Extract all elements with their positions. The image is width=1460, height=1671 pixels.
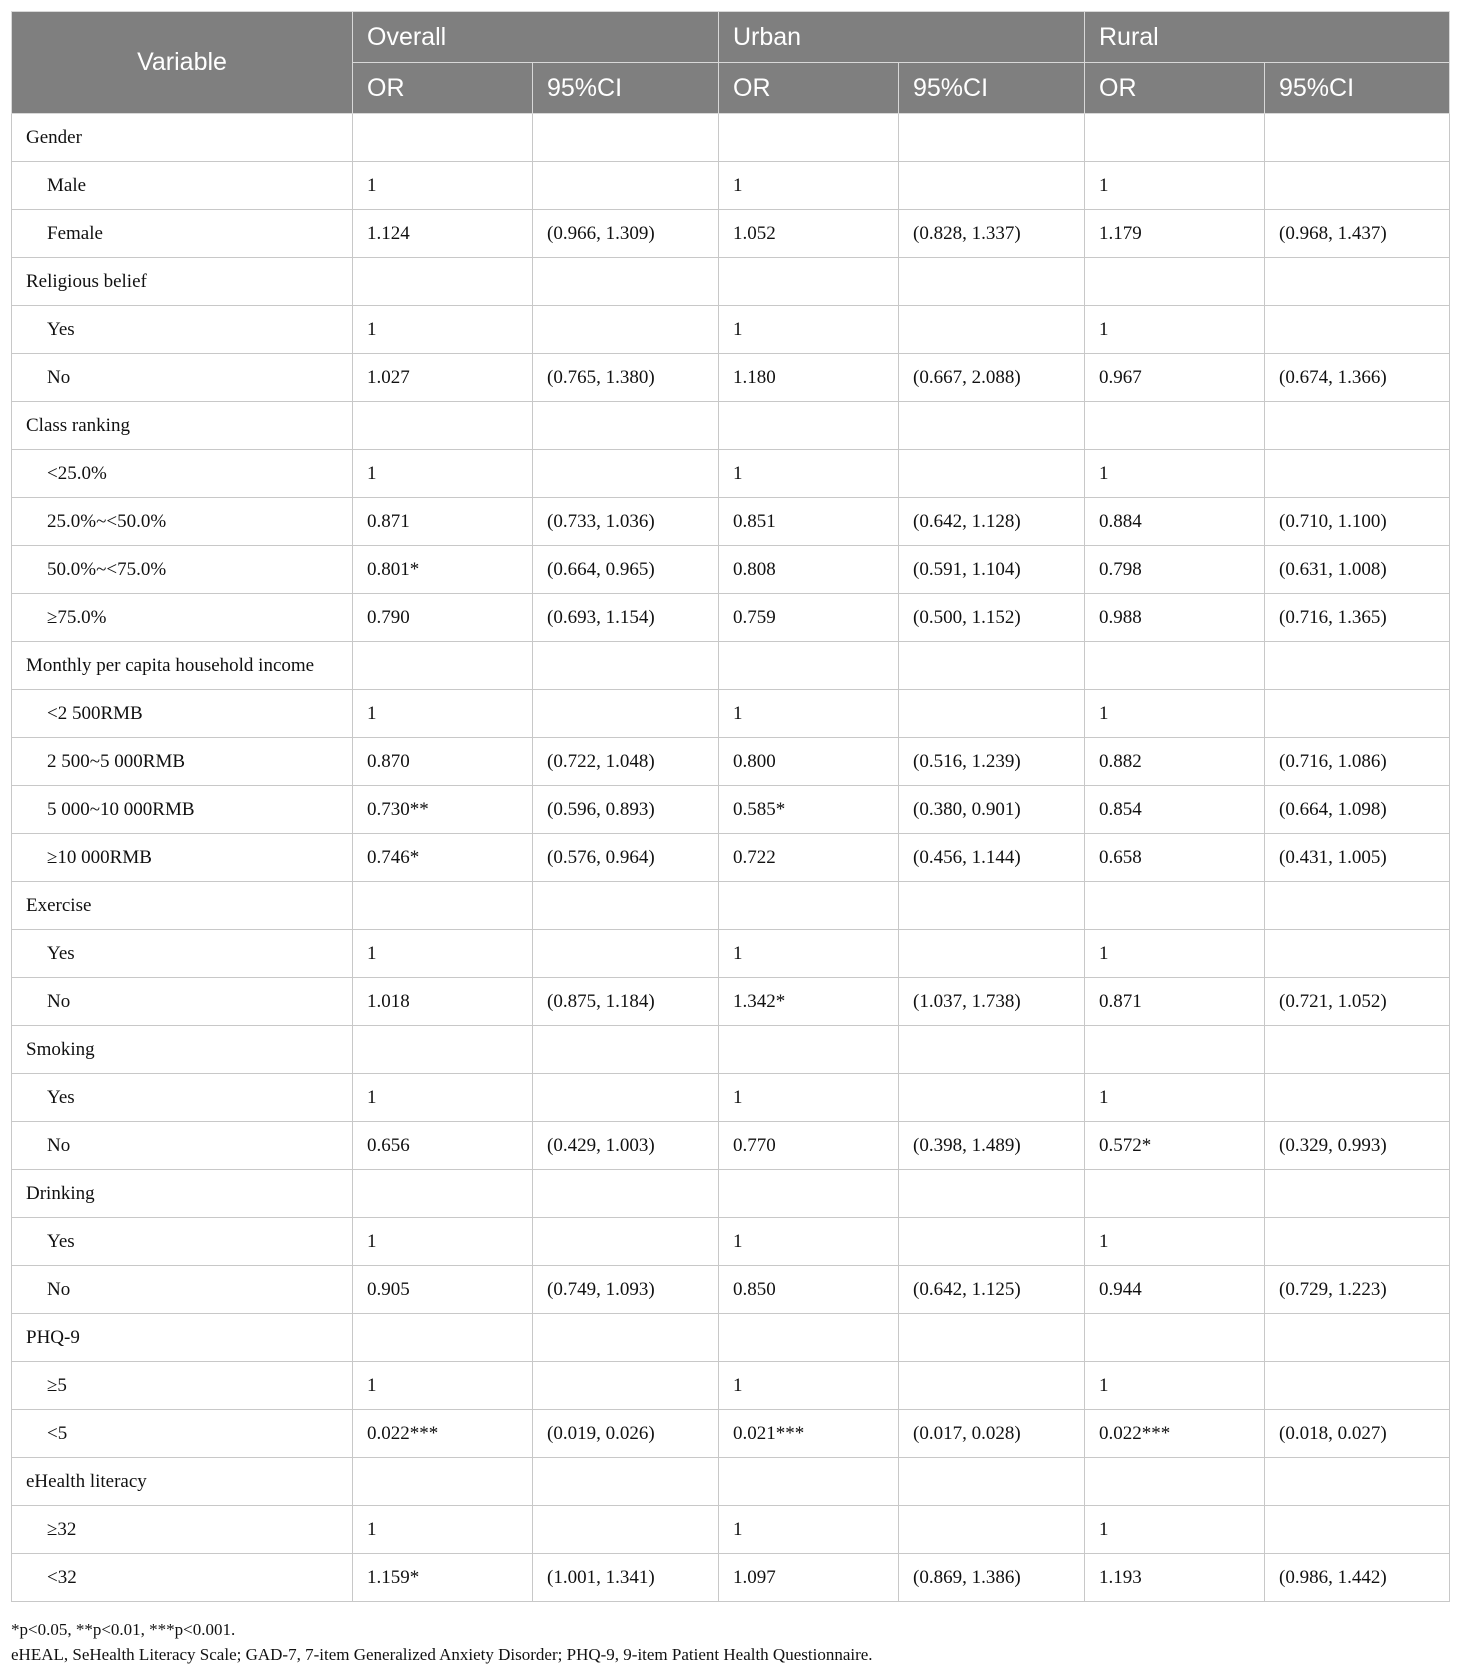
table-row (12, 978, 1450, 1026)
cell-rural-ci: (0.329, 0.993) (1265, 1122, 1450, 1170)
cell-overall-or: 1.159* (353, 1554, 533, 1602)
cell-rural-ci (1265, 930, 1450, 978)
cell-rural-or: 1 (1085, 1362, 1265, 1410)
cell-urban-or: 0.850 (719, 1266, 899, 1314)
cell-rural-ci (1265, 162, 1450, 210)
cell-overall-or: 1 (353, 1074, 533, 1122)
cell-rural-or: 0.944 (1085, 1266, 1265, 1314)
cell-overall-ci (533, 402, 719, 450)
cell-rural-or: 0.882 (1085, 738, 1265, 786)
level-label: Yes (12, 1074, 353, 1122)
table-row (12, 1266, 1450, 1314)
cell-rural-ci (1265, 402, 1450, 450)
cell-rural-or: 0.572* (1085, 1122, 1265, 1170)
cell-overall-or: 0.746* (353, 834, 533, 882)
cell-urban-ci (899, 1170, 1085, 1218)
cell-urban-or (719, 1026, 899, 1074)
cell-urban-or: 1.342* (719, 978, 899, 1026)
cell-rural-or (1085, 1458, 1265, 1506)
cell-urban-ci (899, 402, 1085, 450)
cell-rural-or: 1 (1085, 1506, 1265, 1554)
cell-overall-ci: (0.664, 0.965) (533, 546, 719, 594)
header-overall-or: OR (353, 63, 533, 114)
cell-urban-or (719, 1314, 899, 1362)
cell-overall-ci: (0.733, 1.036) (533, 498, 719, 546)
cell-rural-or: 1 (1085, 162, 1265, 210)
cell-overall-ci (533, 450, 719, 498)
cell-urban-or: 1 (719, 162, 899, 210)
level-label: 50.0%~<75.0% (12, 546, 353, 594)
cell-urban-or: 1 (719, 1506, 899, 1554)
cell-rural-ci (1265, 1218, 1450, 1266)
level-label: Yes (12, 306, 353, 354)
cell-urban-ci: (0.642, 1.125) (899, 1266, 1085, 1314)
category-row (12, 1170, 1450, 1218)
cell-urban-or (719, 1170, 899, 1218)
cell-rural-or: 0.884 (1085, 498, 1265, 546)
cell-urban-or: 0.759 (719, 594, 899, 642)
cell-urban-or (719, 882, 899, 930)
cell-urban-ci (899, 306, 1085, 354)
cell-rural-ci (1265, 1362, 1450, 1410)
cell-urban-or: 1.052 (719, 210, 899, 258)
cell-urban-or: 1 (719, 690, 899, 738)
category-label: Drinking (12, 1170, 353, 1218)
level-label: 25.0%~<50.0% (12, 498, 353, 546)
cell-overall-or: 1 (353, 930, 533, 978)
cell-rural-ci (1265, 1314, 1450, 1362)
cell-urban-or (719, 1458, 899, 1506)
cell-overall-ci (533, 114, 719, 162)
cell-rural-or: 1 (1085, 1218, 1265, 1266)
cell-urban-ci: (0.500, 1.152) (899, 594, 1085, 642)
cell-rural-or: 1 (1085, 1074, 1265, 1122)
cell-rural-or (1085, 1314, 1265, 1362)
table-row (12, 210, 1450, 258)
cell-urban-ci: (0.667, 2.088) (899, 354, 1085, 402)
level-label: No (12, 354, 353, 402)
cell-rural-ci (1265, 1026, 1450, 1074)
cell-urban-ci (899, 642, 1085, 690)
category-row (12, 1458, 1450, 1506)
cell-overall-ci: (0.596, 0.893) (533, 786, 719, 834)
cell-rural-ci (1265, 1458, 1450, 1506)
header-rural-or: OR (1085, 63, 1265, 114)
cell-rural-ci (1265, 306, 1450, 354)
table-row (12, 162, 1450, 210)
cell-rural-or: 1.193 (1085, 1554, 1265, 1602)
cell-rural-ci (1265, 1074, 1450, 1122)
cell-urban-or: 1 (719, 930, 899, 978)
table-row (12, 786, 1450, 834)
cell-overall-ci: (0.576, 0.964) (533, 834, 719, 882)
cell-rural-or: 1 (1085, 306, 1265, 354)
cell-rural-ci (1265, 642, 1450, 690)
cell-urban-or: 0.808 (719, 546, 899, 594)
cell-rural-or (1085, 882, 1265, 930)
cell-rural-ci: (0.716, 1.086) (1265, 738, 1450, 786)
cell-urban-ci (899, 1362, 1085, 1410)
cell-overall-ci: (0.429, 1.003) (533, 1122, 719, 1170)
cell-rural-ci: (0.968, 1.437) (1265, 210, 1450, 258)
cell-rural-ci (1265, 690, 1450, 738)
level-label: <32 (12, 1554, 353, 1602)
category-row (12, 642, 1450, 690)
cell-rural-or (1085, 402, 1265, 450)
table-row (12, 1554, 1450, 1602)
cell-urban-or: 0.585* (719, 786, 899, 834)
cell-rural-ci: (0.018, 0.027) (1265, 1410, 1450, 1458)
cell-overall-or: 1 (353, 306, 533, 354)
level-label: <25.0% (12, 450, 353, 498)
table-row (12, 354, 1450, 402)
table-row (12, 1410, 1450, 1458)
cell-rural-ci: (0.716, 1.365) (1265, 594, 1450, 642)
cell-overall-ci: (0.722, 1.048) (533, 738, 719, 786)
level-label: Yes (12, 1218, 353, 1266)
cell-rural-or (1085, 642, 1265, 690)
cell-urban-or: 0.722 (719, 834, 899, 882)
cell-overall-ci (533, 306, 719, 354)
table-body (12, 114, 1450, 1602)
cell-overall-ci (533, 1314, 719, 1362)
cell-overall-ci: (1.001, 1.341) (533, 1554, 719, 1602)
cell-rural-or: 0.798 (1085, 546, 1265, 594)
category-row (12, 258, 1450, 306)
header-urban-or: OR (719, 63, 899, 114)
cell-overall-or: 1.018 (353, 978, 533, 1026)
cell-urban-ci (899, 1458, 1085, 1506)
category-label: PHQ-9 (12, 1314, 353, 1362)
cell-urban-ci: (0.516, 1.239) (899, 738, 1085, 786)
cell-rural-ci: (0.674, 1.366) (1265, 354, 1450, 402)
table-row (12, 1122, 1450, 1170)
cell-rural-ci: (0.664, 1.098) (1265, 786, 1450, 834)
cell-urban-ci (899, 258, 1085, 306)
cell-rural-or (1085, 1170, 1265, 1218)
header-group-rural: Rural (1085, 12, 1450, 63)
cell-overall-or: 0.905 (353, 1266, 533, 1314)
cell-overall-or: 0.870 (353, 738, 533, 786)
cell-urban-or: 1 (719, 1362, 899, 1410)
level-label: ≥75.0% (12, 594, 353, 642)
cell-overall-or: 1 (353, 1506, 533, 1554)
table-row (12, 930, 1450, 978)
regression-table-container (11, 11, 1449, 1602)
cell-urban-or: 1 (719, 1218, 899, 1266)
header-group-urban: Urban (719, 12, 1085, 63)
cell-rural-ci: (0.631, 1.008) (1265, 546, 1450, 594)
table-header (12, 12, 1450, 114)
cell-rural-or: 0.022*** (1085, 1410, 1265, 1458)
cell-rural-or (1085, 258, 1265, 306)
cell-overall-or: 1.124 (353, 210, 533, 258)
table-row (12, 1074, 1450, 1122)
category-label: eHealth literacy (12, 1458, 353, 1506)
category-row (12, 114, 1450, 162)
table-row (12, 1506, 1450, 1554)
cell-urban-ci: (0.591, 1.104) (899, 546, 1085, 594)
category-label: Exercise (12, 882, 353, 930)
cell-urban-ci (899, 1026, 1085, 1074)
cell-overall-or (353, 114, 533, 162)
category-row (12, 402, 1450, 450)
cell-overall-ci (533, 690, 719, 738)
cell-overall-ci: (0.966, 1.309) (533, 210, 719, 258)
cell-overall-or (353, 1170, 533, 1218)
cell-rural-or: 0.854 (1085, 786, 1265, 834)
cell-urban-or: 0.770 (719, 1122, 899, 1170)
cell-urban-or: 1 (719, 1074, 899, 1122)
cell-overall-ci (533, 162, 719, 210)
cell-overall-ci: (0.875, 1.184) (533, 978, 719, 1026)
cell-overall-or (353, 642, 533, 690)
cell-overall-ci (533, 642, 719, 690)
level-label: <2 500RMB (12, 690, 353, 738)
cell-overall-ci (533, 1218, 719, 1266)
cell-urban-ci (899, 1218, 1085, 1266)
level-label: Yes (12, 930, 353, 978)
cell-urban-ci: (0.869, 1.386) (899, 1554, 1085, 1602)
cell-rural-or: 1.179 (1085, 210, 1265, 258)
header-rural-ci: 95%CI (1265, 63, 1450, 114)
cell-rural-or: 1 (1085, 450, 1265, 498)
level-label: <5 (12, 1410, 353, 1458)
cell-overall-or: 1 (353, 690, 533, 738)
table-row (12, 594, 1450, 642)
category-row (12, 882, 1450, 930)
cell-rural-ci (1265, 1506, 1450, 1554)
cell-urban-ci: (0.017, 0.028) (899, 1410, 1085, 1458)
cell-overall-or (353, 1458, 533, 1506)
cell-urban-or: 1 (719, 450, 899, 498)
table-row (12, 738, 1450, 786)
cell-urban-ci (899, 162, 1085, 210)
level-label: ≥5 (12, 1362, 353, 1410)
table-row (12, 834, 1450, 882)
cell-urban-or (719, 258, 899, 306)
cell-urban-or: 1 (719, 306, 899, 354)
table-row (12, 306, 1450, 354)
header-group-overall: Overall (353, 12, 719, 63)
cell-overall-or: 0.801* (353, 546, 533, 594)
table-row (12, 498, 1450, 546)
cell-urban-ci (899, 114, 1085, 162)
level-label: No (12, 978, 353, 1026)
table-row (12, 690, 1450, 738)
cell-overall-or: 0.730** (353, 786, 533, 834)
category-label: Smoking (12, 1026, 353, 1074)
cell-overall-or: 0.656 (353, 1122, 533, 1170)
cell-rural-ci (1265, 882, 1450, 930)
odds-ratio-table (11, 11, 1450, 1602)
cell-overall-ci (533, 1170, 719, 1218)
table-footnotes (11, 1617, 1449, 1667)
cell-urban-or: 0.851 (719, 498, 899, 546)
cell-urban-ci: (0.380, 0.901) (899, 786, 1085, 834)
cell-urban-or (719, 402, 899, 450)
cell-overall-or: 0.790 (353, 594, 533, 642)
cell-rural-ci (1265, 1170, 1450, 1218)
cell-urban-ci: (0.642, 1.128) (899, 498, 1085, 546)
cell-urban-or: 1.097 (719, 1554, 899, 1602)
level-label: No (12, 1122, 353, 1170)
cell-overall-or (353, 402, 533, 450)
cell-overall-ci: (0.749, 1.093) (533, 1266, 719, 1314)
table-row (12, 1362, 1450, 1410)
cell-overall-ci (533, 1362, 719, 1410)
cell-urban-ci (899, 1506, 1085, 1554)
cell-overall-or (353, 882, 533, 930)
table-row (12, 546, 1450, 594)
cell-overall-or: 1 (353, 1218, 533, 1266)
cell-overall-or (353, 1314, 533, 1362)
cell-rural-ci: (0.986, 1.442) (1265, 1554, 1450, 1602)
cell-urban-ci: (1.037, 1.738) (899, 978, 1085, 1026)
level-label: ≥32 (12, 1506, 353, 1554)
cell-rural-ci (1265, 258, 1450, 306)
category-label: Class ranking (12, 402, 353, 450)
table-row (12, 1218, 1450, 1266)
cell-overall-or: 1.027 (353, 354, 533, 402)
category-label: Gender (12, 114, 353, 162)
cell-overall-or (353, 258, 533, 306)
cell-overall-ci: (0.693, 1.154) (533, 594, 719, 642)
cell-overall-or: 1 (353, 450, 533, 498)
table-row (12, 450, 1450, 498)
cell-rural-or: 1 (1085, 930, 1265, 978)
cell-overall-ci (533, 1026, 719, 1074)
cell-overall-ci (533, 930, 719, 978)
cell-urban-or: 1.180 (719, 354, 899, 402)
cell-urban-or (719, 114, 899, 162)
cell-overall-or: 0.871 (353, 498, 533, 546)
cell-overall-or: 0.022*** (353, 1410, 533, 1458)
cell-urban-ci (899, 930, 1085, 978)
cell-urban-ci: (0.828, 1.337) (899, 210, 1085, 258)
cell-overall-ci (533, 1458, 719, 1506)
cell-urban-or (719, 642, 899, 690)
cell-overall-or: 1 (353, 162, 533, 210)
cell-overall-ci (533, 1506, 719, 1554)
cell-overall-ci (533, 882, 719, 930)
cell-urban-or: 0.800 (719, 738, 899, 786)
category-label: Monthly per capita household income (12, 642, 353, 690)
cell-overall-or: 1 (353, 1362, 533, 1410)
cell-rural-ci: (0.721, 1.052) (1265, 978, 1450, 1026)
cell-rural-or (1085, 1026, 1265, 1074)
header-urban-ci: 95%CI (899, 63, 1085, 114)
level-label: Male (12, 162, 353, 210)
cell-overall-ci (533, 1074, 719, 1122)
level-label: Female (12, 210, 353, 258)
cell-rural-or (1085, 114, 1265, 162)
cell-rural-or: 0.988 (1085, 594, 1265, 642)
level-label: 5 000~10 000RMB (12, 786, 353, 834)
cell-rural-or: 0.871 (1085, 978, 1265, 1026)
cell-urban-ci (899, 1314, 1085, 1362)
cell-rural-or: 0.967 (1085, 354, 1265, 402)
cell-urban-or: 0.021*** (719, 1410, 899, 1458)
category-label: Religious belief (12, 258, 353, 306)
cell-urban-ci: (0.456, 1.144) (899, 834, 1085, 882)
cell-overall-ci (533, 258, 719, 306)
category-row (12, 1026, 1450, 1074)
footnote-abbreviations: eHEAL, SeHealth Literacy Scale; GAD-7, 7-item Generalized Anxiety Disorder; PHQ-9, 9-item Patient Health Questionnaire. (11, 1645, 873, 1664)
header-overall-ci: 95%CI (533, 63, 719, 114)
cell-rural-ci (1265, 450, 1450, 498)
cell-rural-or: 1 (1085, 690, 1265, 738)
category-row (12, 1314, 1450, 1362)
cell-rural-or: 0.658 (1085, 834, 1265, 882)
cell-rural-ci: (0.729, 1.223) (1265, 1266, 1450, 1314)
footnote-significance: *p<0.05, **p<0.01, ***p<0.001. (11, 1620, 236, 1639)
cell-rural-ci (1265, 114, 1450, 162)
cell-rural-ci: (0.431, 1.005) (1265, 834, 1450, 882)
level-label: No (12, 1266, 353, 1314)
cell-urban-ci (899, 882, 1085, 930)
cell-rural-ci: (0.710, 1.100) (1265, 498, 1450, 546)
cell-overall-ci: (0.765, 1.380) (533, 354, 719, 402)
level-label: 2 500~5 000RMB (12, 738, 353, 786)
cell-urban-ci (899, 450, 1085, 498)
cell-urban-ci (899, 1074, 1085, 1122)
header-variable: Variable (12, 12, 353, 114)
cell-urban-ci (899, 690, 1085, 738)
level-label: ≥10 000RMB (12, 834, 353, 882)
cell-overall-or (353, 1026, 533, 1074)
cell-overall-ci: (0.019, 0.026) (533, 1410, 719, 1458)
cell-urban-ci: (0.398, 1.489) (899, 1122, 1085, 1170)
